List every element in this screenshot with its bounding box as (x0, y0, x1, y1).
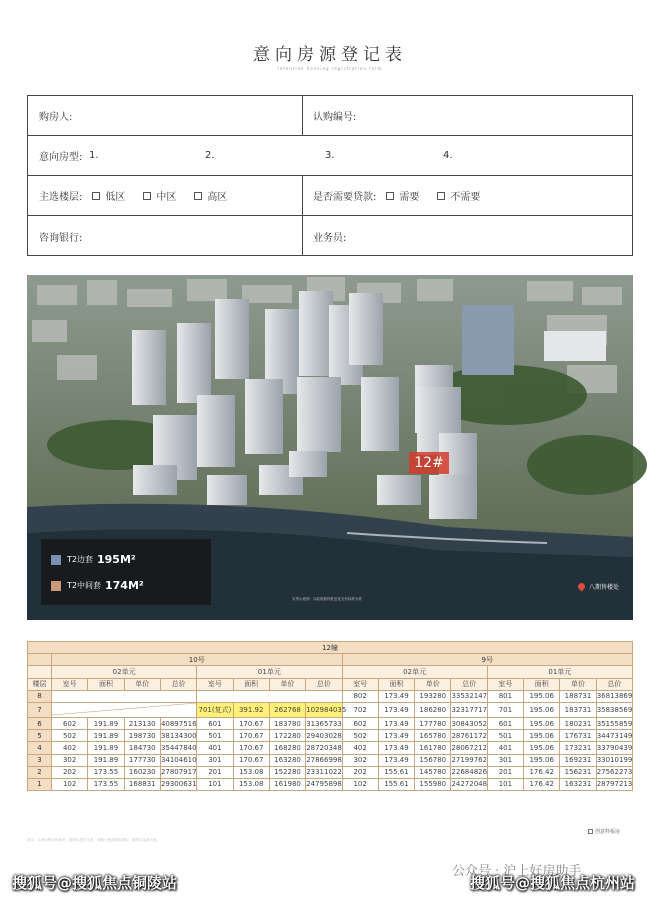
loan-option-no[interactable]: 不需要 (437, 188, 480, 203)
table-cell: 22684826 (451, 766, 487, 778)
table-cell: 163280 (269, 754, 305, 766)
table-cell: 302 (52, 754, 88, 766)
table-cell: 195.06 (524, 730, 560, 742)
table-cell: 102984035 (306, 702, 342, 717)
table-row (28, 717, 633, 729)
table-cell: 172280 (269, 730, 305, 742)
floor-cell: 7 (28, 702, 52, 717)
column-header: 单价 (415, 678, 451, 690)
floor-option-low[interactable]: 低区 (92, 188, 125, 203)
bank-label: 咨询银行: (39, 232, 83, 244)
table-cell: 34104610 (160, 754, 196, 766)
column-header: 总价 (160, 678, 196, 690)
column-header: 面积 (233, 678, 269, 690)
floor-option-mid[interactable]: 中区 (143, 188, 176, 203)
table-cell: 27199762 (451, 754, 487, 766)
table-cell: 391.92 (233, 702, 269, 717)
legend-swatch-blue (51, 555, 61, 565)
watermark-left: 搜狐号@搜狐焦点铜陵站 (12, 874, 178, 892)
house-type-option-3: 3. (325, 150, 335, 161)
table-cell: 29300631 (160, 778, 196, 790)
table-cell: 40897516 (160, 717, 196, 729)
building-12-tag: 12# (409, 452, 449, 474)
table-cell: 165780 (415, 730, 451, 742)
table-cell: 501 (197, 730, 233, 742)
unit-header: 01单元 (197, 666, 342, 678)
sales-office-location: 八期售楼处 (578, 582, 619, 591)
table-cell: 195.06 (524, 702, 560, 717)
table-cell: 173.49 (378, 717, 414, 729)
table-row (28, 702, 633, 717)
table-cell: 173.49 (378, 690, 414, 702)
table-cell: 30843052 (451, 717, 487, 729)
table-cell: 180231 (560, 717, 596, 729)
checkbox-icon[interactable] (92, 192, 100, 200)
table-cell: 23311022 (306, 766, 342, 778)
table-cell: 176.42 (524, 778, 560, 790)
table-cell: 195.06 (524, 742, 560, 754)
column-header: 室号 (342, 678, 378, 690)
subscription-label: 认购编号: (313, 112, 357, 123)
table-cell: 153.08 (233, 778, 269, 790)
table-cell: 155.61 (378, 778, 414, 790)
table-cell: 155.61 (378, 766, 414, 778)
table-cell: 35447840 (160, 742, 196, 754)
table-cell: 213130 (124, 717, 160, 729)
table-cell: 33010199 (596, 754, 632, 766)
empty-cell (52, 702, 197, 717)
table-cell: 169231 (560, 754, 596, 766)
table-cell: 301 (487, 754, 523, 766)
table-cell: 195.06 (524, 717, 560, 729)
table-cell: 27562273 (596, 766, 632, 778)
table-cell: 176731 (560, 730, 596, 742)
table-cell: 402 (52, 742, 88, 754)
table-cell: 33790439 (596, 742, 632, 754)
table-cell: 262768 (269, 702, 305, 717)
table-cell: 31365733 (306, 717, 342, 729)
floor-cell: 6 (28, 717, 52, 729)
table-cell: 173231 (560, 742, 596, 754)
table-cell: 28761172 (451, 730, 487, 742)
table-cell: 601 (487, 717, 523, 729)
floor-cell: 2 (28, 766, 52, 778)
table-cell: 173.55 (88, 766, 124, 778)
floor-column-header: 楼层 (28, 678, 52, 690)
table-cell: 168831 (124, 778, 160, 790)
table-cell: 701 (487, 702, 523, 717)
floor-cell: 8 (28, 690, 52, 702)
column-header: 单价 (560, 678, 596, 690)
table-cell: 170.67 (233, 754, 269, 766)
checkbox-icon[interactable] (386, 192, 394, 200)
column-header: 面积 (378, 678, 414, 690)
unit-header: 02单元 (52, 666, 197, 678)
agent-label: 业务员: (313, 232, 347, 244)
table-row (28, 730, 633, 742)
table-cell: 145780 (415, 766, 451, 778)
location-pin-icon (577, 582, 587, 592)
house-type-option-4: 4. (443, 150, 453, 161)
table-cell: 177780 (415, 717, 451, 729)
table-cell: 202 (342, 766, 378, 778)
page-title: 意向房源登记表 (253, 45, 407, 65)
table-row (28, 754, 633, 766)
table-cell: 191.89 (88, 742, 124, 754)
table-cell: 170.67 (233, 717, 269, 729)
unit-header-row (28, 666, 633, 678)
table-cell: 156231 (560, 766, 596, 778)
table-cell: 102 (342, 778, 378, 790)
table-cell: 32317717 (451, 702, 487, 717)
buyer-label: 购房人: (39, 112, 73, 123)
table-cell: 202 (52, 766, 88, 778)
column-header: 总价 (306, 678, 342, 690)
table-cell: 201 (197, 766, 233, 778)
watermark-right: 搜狐号@搜狐焦点杭州站 (470, 874, 636, 892)
table-cell: 36813869 (596, 690, 632, 702)
table-cell: 28797213 (596, 778, 632, 790)
floor-option-high[interactable]: 高区 (194, 188, 227, 203)
table-cell: 38134300 (160, 730, 196, 742)
form-row-house-type (28, 136, 632, 176)
empty-cell (197, 690, 342, 702)
table-cell: 193280 (415, 690, 451, 702)
checkbox-icon[interactable] (143, 192, 151, 200)
table-cell: 152280 (269, 766, 305, 778)
table-cell: 28720348 (306, 742, 342, 754)
block-header-row (28, 654, 633, 666)
table-cell: 173.49 (378, 730, 414, 742)
rendering-disclaimer: 实景示意图 · 以政府最终批复及交付标准为准 (292, 597, 362, 601)
table-cell: 195.06 (524, 690, 560, 702)
table-cell: 191.89 (88, 730, 124, 742)
floor-cell: 1 (28, 778, 52, 790)
loan-label: 是否需要贷款: (313, 192, 377, 203)
table-cell: 601 (197, 717, 233, 729)
form-row-bank (28, 216, 632, 256)
table-row (28, 690, 633, 702)
table-cell: 35155859 (596, 717, 632, 729)
column-header-row (28, 678, 633, 690)
table-cell: 173.55 (88, 778, 124, 790)
table-cell: 33532147 (451, 690, 487, 702)
column-header: 单价 (269, 678, 305, 690)
house-type-label: 意向房型: (39, 152, 83, 163)
table-cell: 28067212 (451, 742, 487, 754)
house-type-option-1: 1. (89, 150, 99, 161)
wechat-watermark: 公众号 · 沪上好房助手 (452, 864, 582, 879)
table-cell: 170.67 (233, 742, 269, 754)
table-cell: 24272048 (451, 778, 487, 790)
form-row-floor-loan (28, 176, 632, 216)
floor-cell: 5 (28, 730, 52, 742)
table-cell: 183780 (269, 717, 305, 729)
unit-header: 01单元 (487, 666, 632, 678)
table-cell: 701(复式) (197, 702, 233, 717)
table-cell: 27807917 (160, 766, 196, 778)
table-cell: 184730 (124, 742, 160, 754)
table-cell: 35838569 (596, 702, 632, 717)
page-subtitle: Intention housing registration form (277, 66, 383, 71)
table-cell: 402 (342, 742, 378, 754)
checkbox-icon[interactable] (194, 192, 202, 200)
table-cell: 198730 (124, 730, 160, 742)
table-cell: 173.49 (378, 702, 414, 717)
table-title-row (28, 642, 633, 654)
table-cell: 173.49 (378, 742, 414, 754)
table-row (28, 766, 633, 778)
legend-item-middle-unit: T2中间套 174M² (51, 579, 144, 592)
column-header: 总价 (596, 678, 632, 690)
unit-header: 02单元 (342, 666, 487, 678)
table-cell: 27866998 (306, 754, 342, 766)
table-cell: 186280 (415, 702, 451, 717)
column-header: 面积 (88, 678, 124, 690)
aerial-rendering-image (27, 275, 633, 620)
table-cell: 161980 (269, 778, 305, 790)
block-9-header: 9号 (342, 654, 633, 666)
table-cell: 176.42 (524, 766, 560, 778)
table-cell: 502 (342, 730, 378, 742)
table-cell: 183731 (560, 702, 596, 717)
form-row-buyer (28, 96, 632, 136)
registration-form (27, 95, 633, 256)
table-cell: 602 (342, 717, 378, 729)
table-cell: 801 (487, 690, 523, 702)
table-cell: 302 (342, 754, 378, 766)
table-cell: 24795898 (306, 778, 342, 790)
column-header: 室号 (197, 678, 233, 690)
table-cell: 191.89 (88, 754, 124, 766)
empty-cell (52, 690, 197, 702)
table-cell: 160230 (124, 766, 160, 778)
table-cell: 161780 (415, 742, 451, 754)
table-row (28, 778, 633, 790)
table-cell: 191.89 (88, 717, 124, 729)
table-cell: 163231 (560, 778, 596, 790)
table-cell: 101 (197, 778, 233, 790)
checkbox-icon[interactable] (437, 192, 445, 200)
table-cell: 802 (342, 690, 378, 702)
table-cell: 195.06 (524, 754, 560, 766)
table-footnote: 备注：本表价格仅供参考，最终以签约为准；面积为预测建筑面积，最终以实测为准。 (27, 838, 160, 842)
diagonal-line (52, 703, 196, 715)
table-cell: 301 (197, 754, 233, 766)
column-header: 面积 (524, 678, 560, 690)
sample-room-legend: 创意样板房 (588, 828, 620, 835)
floor-label: 主选楼层: (39, 192, 83, 203)
table-cell: 155980 (415, 778, 451, 790)
table-cell: 173.49 (378, 754, 414, 766)
table-cell: 401 (487, 742, 523, 754)
table-cell: 188731 (560, 690, 596, 702)
column-header: 室号 (487, 678, 523, 690)
sample-room-swatch (588, 829, 593, 834)
table-cell: 401 (197, 742, 233, 754)
table-cell: 29403028 (306, 730, 342, 742)
table-cell: 101 (487, 778, 523, 790)
table-cell: 702 (342, 702, 378, 717)
column-header: 室号 (52, 678, 88, 690)
block-10-header: 10号 (52, 654, 343, 666)
floor-cell: 4 (28, 742, 52, 754)
column-header: 单价 (124, 678, 160, 690)
table-cell: 170.67 (233, 730, 269, 742)
table-cell: 502 (52, 730, 88, 742)
table-cell: 501 (487, 730, 523, 742)
legend-swatch-tan (51, 581, 61, 591)
building-title: 12幢 (28, 642, 633, 654)
table-cell: 168280 (269, 742, 305, 754)
column-header: 总价 (451, 678, 487, 690)
table-row (28, 742, 633, 754)
table-cell: 102 (52, 778, 88, 790)
unit-type-legend (41, 539, 211, 605)
loan-option-yes[interactable]: 需要 (386, 188, 419, 203)
table-cell: 177730 (124, 754, 160, 766)
table-cell: 602 (52, 717, 88, 729)
table-cell: 34473149 (596, 730, 632, 742)
table-cell: 201 (487, 766, 523, 778)
legend-item-end-unit: T2边套 195M² (51, 553, 136, 566)
price-table (27, 641, 633, 791)
table-cell: 156780 (415, 754, 451, 766)
table-cell: 153.08 (233, 766, 269, 778)
floor-cell: 3 (28, 754, 52, 766)
house-type-option-2: 2. (205, 150, 215, 161)
